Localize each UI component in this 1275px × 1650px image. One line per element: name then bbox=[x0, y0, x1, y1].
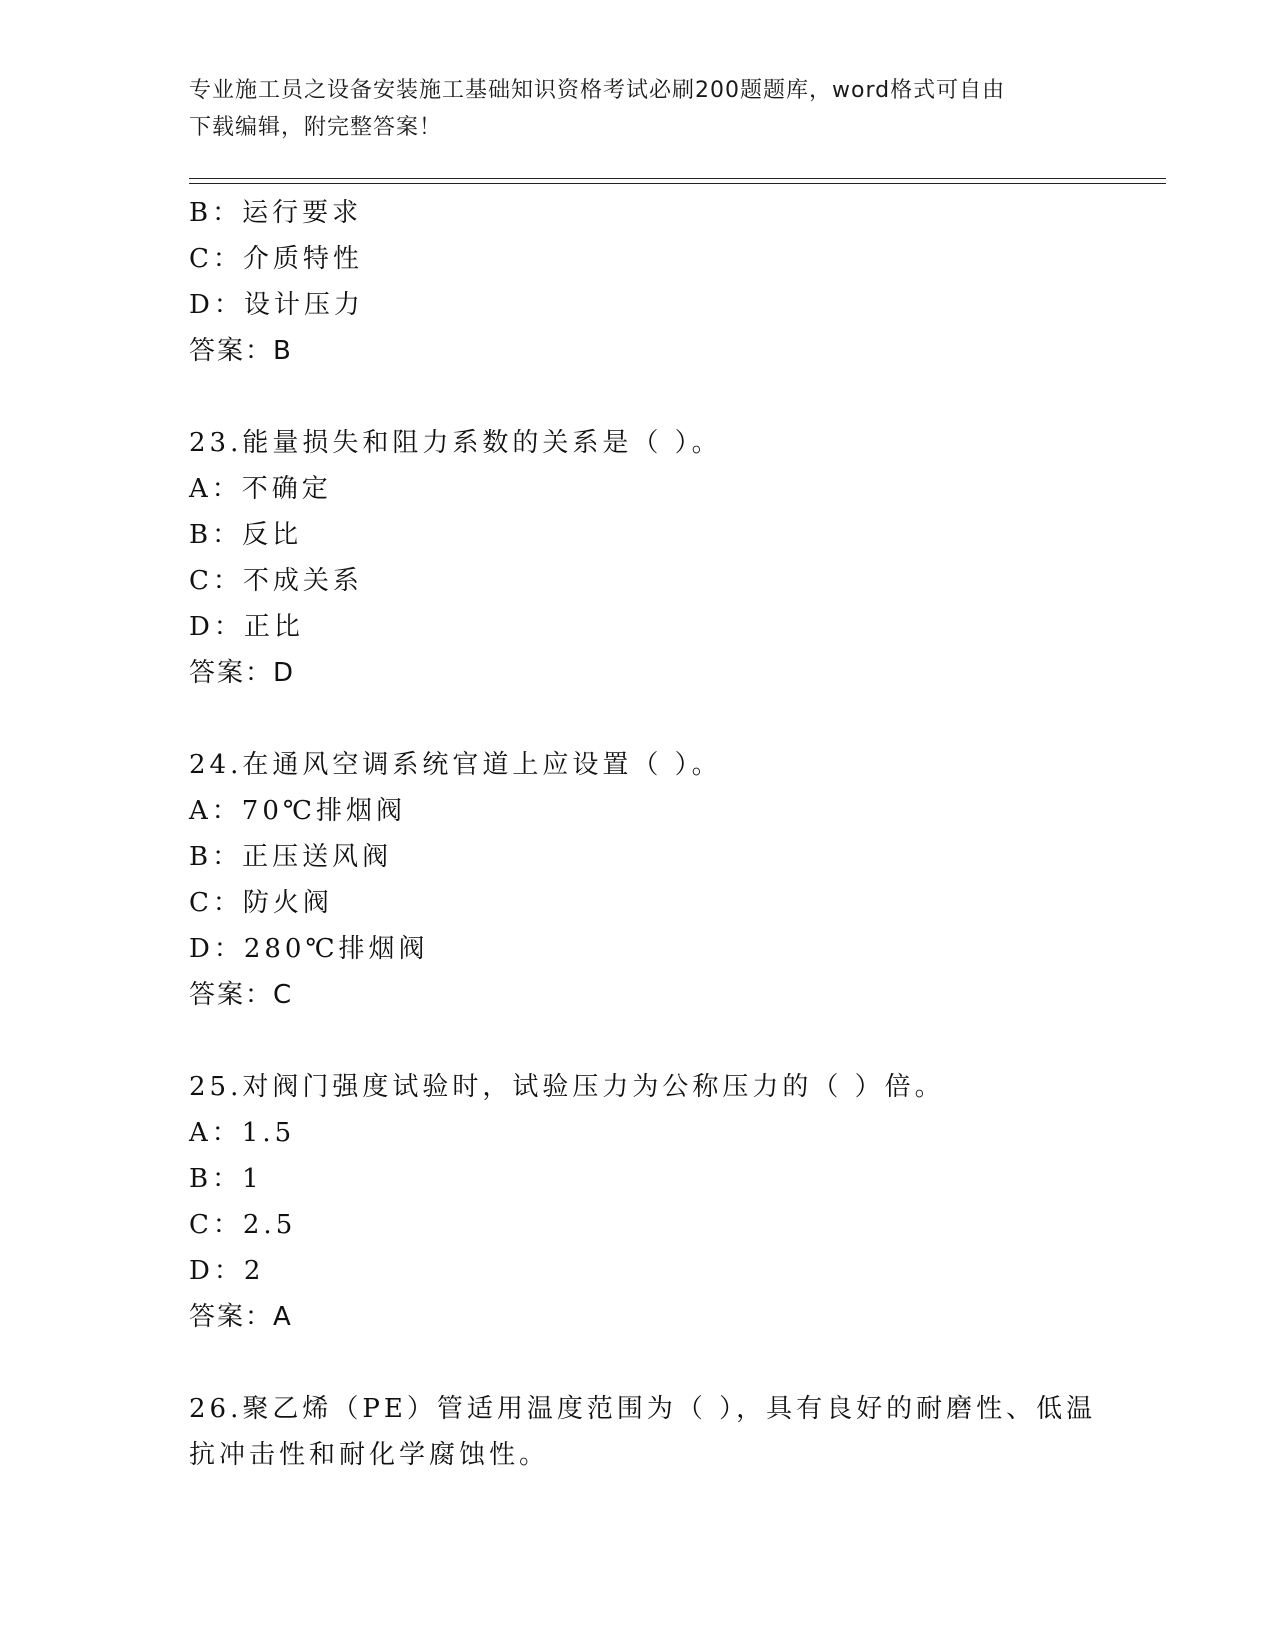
answer-line: 答案：D bbox=[189, 658, 296, 688]
option-b: B：正压送风阀 bbox=[189, 842, 393, 872]
option-d: D：2 bbox=[189, 1256, 265, 1286]
question-list bbox=[189, 190, 1149, 1478]
option-c: C：介质特性 bbox=[189, 244, 363, 274]
question-text: 23.能量损失和阻力系数的关系是（ ）。 bbox=[189, 428, 722, 458]
answer-line: 答案：C bbox=[189, 980, 294, 1010]
option-a: A：1.5 bbox=[189, 1118, 296, 1148]
question-24 bbox=[189, 742, 1149, 1018]
option-a: A：70℃排烟阀 bbox=[189, 796, 406, 826]
question-23 bbox=[189, 420, 1149, 696]
document-header bbox=[189, 72, 1089, 146]
option-b: B：运行要求 bbox=[189, 198, 363, 228]
header-rule-bottom bbox=[189, 183, 1166, 184]
question-text: 25.对阀门强度试验时，试验压力为公称压力的（ ）倍。 bbox=[189, 1072, 945, 1102]
option-d: D：设计压力 bbox=[189, 290, 364, 320]
header-line-1: 专业施工员之设备安装施工基础知识资格考试必刷200题题库，word格式可自由 bbox=[189, 78, 1006, 103]
header-rule-top bbox=[189, 178, 1166, 179]
option-c: C：不成关系 bbox=[189, 566, 363, 596]
option-c: C：防火阀 bbox=[189, 888, 333, 918]
question-25 bbox=[189, 1064, 1149, 1340]
question-text: 24.在通风空调系统官道上应设置（ ）。 bbox=[189, 750, 722, 780]
option-b: B：反比 bbox=[189, 520, 303, 550]
question-26 bbox=[189, 1386, 1149, 1478]
answer-line: 答案：B bbox=[189, 336, 293, 366]
answer-line: 答案：A bbox=[189, 1302, 293, 1332]
question-text-line-1: 26.聚乙烯（PE）管适用温度范围为（ ），具有良好的耐磨性、低温 bbox=[189, 1394, 1097, 1424]
question-text-line-2: 抗冲击性和耐化学腐蚀性。 bbox=[189, 1440, 550, 1470]
option-d: D：280℃排烟阀 bbox=[189, 934, 429, 964]
header-line-2: 下载编辑，附完整答案！ bbox=[189, 115, 443, 140]
option-d: D：正比 bbox=[189, 612, 304, 642]
option-a: A：不确定 bbox=[189, 474, 332, 504]
option-c: C：2.5 bbox=[189, 1210, 297, 1240]
option-b: B：1 bbox=[189, 1164, 263, 1194]
question-22 bbox=[189, 190, 1149, 374]
